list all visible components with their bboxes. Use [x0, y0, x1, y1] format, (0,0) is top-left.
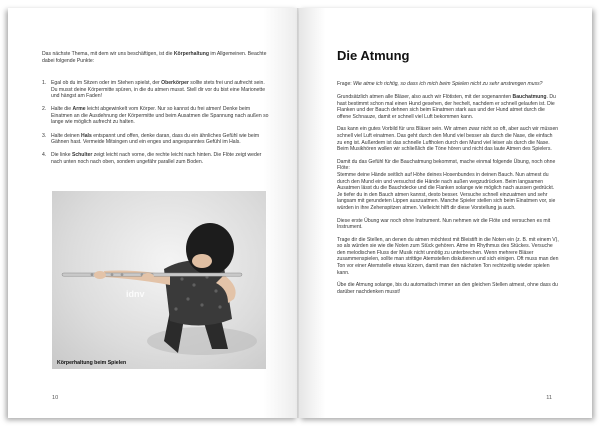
- flute-player-illustration: [52, 191, 266, 369]
- paragraph: Übe die Atmung solange, bis du automatisch immer an den gleichen Stellen atmest, ohne dass du darüber nachdenken musst!: [337, 282, 558, 295]
- page-number-right: 11: [546, 395, 552, 401]
- paragraph: Trage dir die Stellen, an denen du atmen möchtest mit Bleistift in die Noten ein (z. B. mit einem V), so als würden sie wie die Noten zum Stück gehören. Atme im Rhythmus des Stückes. Versuche den melodischen Fluss der Musik nicht unnötig zu unterbrechen. Wenn mehrere Bläser zusammenspielen, sollte man strittige Atemstellen diskutieren und sich einigen. Oft muss man den Ton vor einer Atemstelle etwas kürzen, damit man den nächsten Ton rechtzeitig wieder spielen kann.: [337, 236, 559, 276]
- paragraph: Grundsätzlich atmen alle Bläser, also auch wir Flötisten, mit der sogenannten Bauchatmung. Du hast bestimmt schon mal einen Hund gesehen, der hechelt, nachdem er schnell gelaufen ist. Die Flanken und der Bauch dehnen sich beim Einatmen stark aus und der Hund atmet durch die offene Schnauze, damit er schnell viel Luft bekommen kann.: [337, 94, 556, 120]
- right-page: [299, 8, 592, 418]
- body-text: [337, 94, 559, 301]
- question-line: Frage: Wie atme ich richtig, so dass ich mich beim Spielen nicht zu sehr anstrengen muss?: [337, 81, 543, 88]
- flute-player-photo: [52, 191, 266, 369]
- list-item: 4. Die linke Schulter zeigt leicht nach vorne, die rechte leicht nach hinten. Die Flöte zeigt weder nach unten noch nach oben, sondern ungefähr parallel zum Boden.: [42, 152, 262, 165]
- list-item: 3. Halte deinen Hals entspannt und offen, denke daran, dass du ein ähnliches Gefühl wie beim Gähnen hast. Vermeide Mitsingen und ein enges und angespanntes Gefühl im Hals.: [42, 132, 260, 146]
- intro-paragraph: Das nächste Thema, mit dem wir uns beschäftigen, ist die Körperhaltung im Allgemeinen. Beachte dabei folgende Punkte:: [42, 51, 267, 64]
- chapter-title: Die Atmung: [337, 48, 410, 63]
- list-item: 1. Egal ob du im Sitzen oder im Stehen spielst, der Oberkörper sollte stets frei und aufrecht sein. Du musst deine Körpermitte spüren, in die du atmen musst. Stell dir vor du bist eine Marionette und hängst am Faden!: [42, 80, 266, 100]
- paragraph: Damit du das Gefühl für die Bauchatmung bekommst, mache einmal folgende Übung, noch ohne Flöte: Stemme deine Hände seitlich auf Höhe deines Hosenbundes in deinen Bauch. Nun atmest du durch den Mund ein und versuchst die Hände nach außen wegzudrücken. Beim langsamen Ausatmen lässt du die Bauchdecke und die Flanken solange wie möglich nach aussen gedrückt. Je tiefer du in den Bauch atmen kannst, desto besser. Versuche schnell einzuatmen und sehr langsam mit gerundeten Lippen auszuatmen. Manche Spieler stellen sich beim Einatmen vor, sie würden in ihre Zehenspitzen atmen. Vielleicht hilft dir diese Vorstellung ja auch.: [337, 158, 556, 211]
- open-book: [8, 8, 592, 418]
- page-number-left: 10: [52, 395, 59, 401]
- paragraph: Das kann ein gutes Vorbild für uns Bläser sein. Wir atmen zwar nicht so oft, aber auch wir müssen schnell viel Luft einatmen. Das geht durch den Mund viel besser als durch die Nase, die einfach zu eng ist. Außerdem ist das schnelle Luftholen durch den Mund viel leiser als durch die Nase. Beim Musikhören wollen wir schließlich die Töne hören und nicht das laute Atmen des Spielers.: [337, 126, 559, 153]
- posture-list: [42, 80, 272, 172]
- list-item: 2. Halte die Arme leicht abgewinkelt vom Körper. Nur so kannst du frei atmen! Denke beim Einatmen an die Ausdehnung der Körpermitte und beim Ausatmen die Spannung nach außen so lange wie möglich aufrecht zu halten.: [42, 106, 269, 126]
- left-page: [8, 8, 298, 418]
- photo-caption: Körperhaltung beim Spielen: [57, 360, 127, 366]
- paragraph: Diese erste Übung war noch ohne Instrument. Nun nehmen wir die Flöte und versuchen es mit Instrument.: [337, 217, 551, 231]
- watermark-text: idnv: [126, 289, 145, 299]
